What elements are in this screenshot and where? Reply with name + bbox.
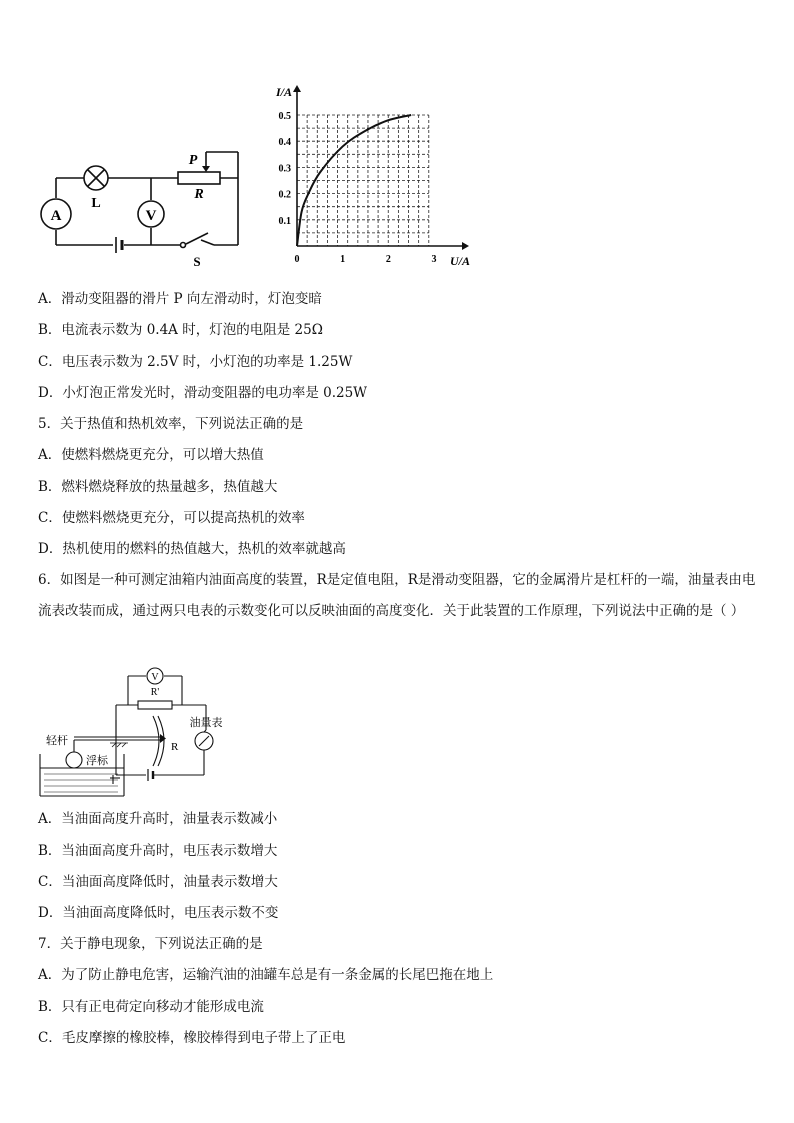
y-axis-arrow: [293, 85, 301, 92]
circuit-diagram: [36, 146, 246, 268]
q7-stem: 7．关于静电现象，下列说法正确的是: [38, 936, 263, 952]
oil-gauge-label: 油量表: [189, 716, 223, 729]
x-tick-label: 0: [294, 254, 300, 265]
iu-graph: [262, 82, 474, 272]
y-tick-label: 0.3: [278, 163, 291, 175]
lever-label: 轻杆: [46, 734, 68, 747]
voltmeter-label: V: [145, 208, 157, 224]
q5-option-c: C．使燃料燃烧更充分，可以提高热机的效率: [38, 510, 305, 526]
q7-option-c: C．毛皮摩擦的橡胶棒，橡胶棒得到电子带上了正电: [38, 1030, 346, 1046]
float-label: 浮标: [86, 754, 108, 767]
q5-option-b: B．燃料燃烧释放的热量越多，热值越大: [38, 479, 278, 495]
x-axis-arrow: [462, 242, 469, 250]
q4-option-b: B．电流表示数为 0.4A 时，灯泡的电阻是 25Ω: [38, 322, 323, 338]
slider-label: P: [188, 153, 198, 168]
y-tick-label: 0.2: [278, 189, 291, 201]
q5-stem: 5．关于热值和热机效率，下列说法正确的是: [38, 416, 304, 432]
q5-option-d: D．热机使用的燃料的热值越大，热机的效率就越高: [38, 541, 346, 557]
ammeter-label: A: [50, 208, 62, 224]
q6-option-d: D．当油面高度降低时，电压表示数不变: [38, 905, 279, 921]
switch-label: S: [193, 254, 201, 268]
voltmeter-symbol: V: [151, 672, 159, 683]
y-axis-label: I/A: [276, 85, 293, 99]
x-tick-label: 1: [340, 254, 346, 265]
q7-option-b: B．只有正电荷定向移动才能形成电流: [38, 999, 264, 1015]
q4-option-c: C．电压表示数为 2.5V 时，小灯泡的功率是 1.25W: [38, 354, 353, 370]
x-tick-label: 3: [431, 254, 437, 265]
q4-option-d: D．小灯泡正常发光时，滑动变阻器的电功率是 0.25W: [38, 385, 368, 401]
q4-option-a: A．滑动变阻器的滑片 P 向左滑动时，灯泡变暗: [38, 291, 322, 307]
y-tick-label: 0.4: [278, 137, 291, 149]
rheostat-label-r: R: [171, 741, 179, 753]
oil-gauge-diagram: [38, 662, 252, 800]
y-tick-label: 0.5: [278, 111, 291, 122]
q6-option-a: A．当油面高度升高时，油量表示数减小: [38, 811, 278, 827]
y-tick-label: 0.1: [278, 215, 291, 227]
lamp-label: L: [91, 196, 101, 211]
fixed-resistor-label: R': [150, 687, 160, 698]
rheostat-label: R: [194, 187, 204, 202]
x-tick-label: 2: [385, 254, 391, 265]
q7-option-a: A．为了防止静电危害，运输汽油的油罐车总是有一条金属的长尾巴拖在地上: [38, 967, 494, 983]
q6-option-c: C．当油面高度降低时，油量表示数增大: [38, 874, 278, 890]
q6-option-b: B．当油面高度升高时，电压表示数增大: [38, 843, 278, 859]
q5-option-a: A．使燃料燃烧更充分，可以增大热值: [38, 447, 264, 463]
x-axis-label: U/A: [450, 254, 471, 268]
q6-stem: 6．如图是一种可测定油箱内油面高度的装置，R是定值电阻，R是滑动变阻器，它的金属滑片是杠杆的一端，油量表由电流表改装而成，通过两只电表的示数变化可以反映油面的高度变化．关于此装置的工作原理，下列说法中正确的是（ ）: [38, 572, 756, 619]
